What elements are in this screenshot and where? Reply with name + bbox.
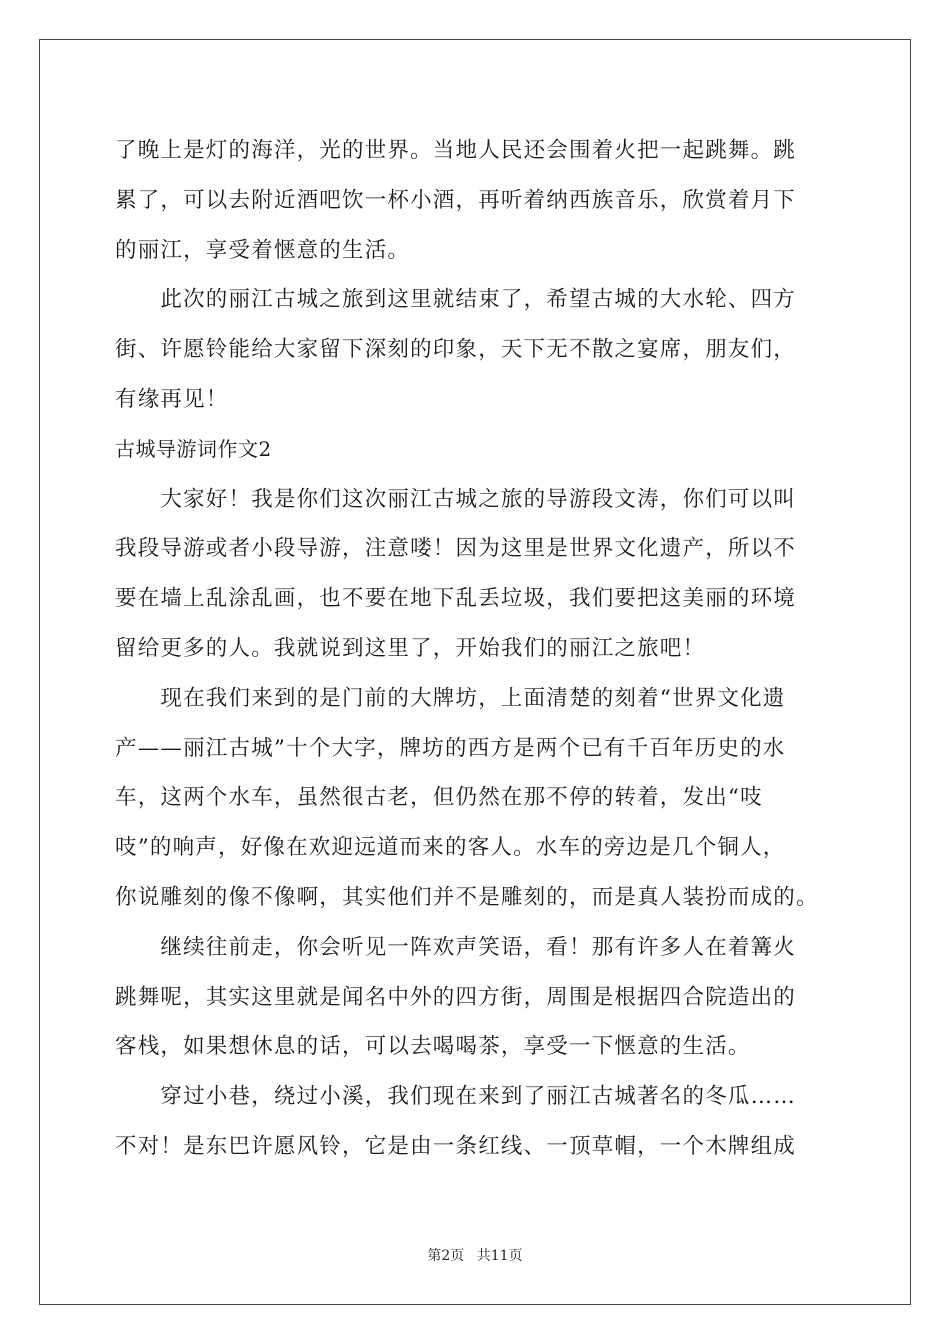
page-total: 共11页: [476, 1248, 523, 1264]
text-line: 此次的丽江古城之旅到这里就结束了，希望古城的大水轮、四方: [115, 287, 797, 313]
text-line: 不对！是东巴许愿风铃，它是由一条红线、一顶草帽，一个木牌组成: [115, 1133, 797, 1159]
text-line: 跳舞呢，其实这里就是闻名中外的四方街，周围是根据四合院造出的: [115, 984, 797, 1010]
page-footer: [0, 1245, 950, 1265]
text-line: 车，这两个水车，虽然很古老，但仍然在那不停的转着，发出“吱: [115, 785, 763, 811]
document-body: [115, 126, 855, 1172]
text-line: 留给更多的人。我就说到这里了，开始我们的丽江之旅吧！: [115, 635, 706, 661]
text-line: 客栈，如果想休息的话，可以去喝喝茶，享受一下惬意的生活。: [115, 1034, 751, 1060]
section-title: 古城导游词作文2: [115, 436, 272, 461]
text-line: 现在我们来到的是门前的大牌坊，上面清楚的刻着“世界文化遗: [115, 685, 786, 711]
text-line: 了晚上是灯的海洋，光的世界。当地人民还会围着火把一起跳舞。跳: [115, 138, 797, 163]
text-line: 穿过小巷，绕过小溪，我们现在来到了丽江古城著名的冬瓜……: [115, 1084, 797, 1110]
text-line: 的丽江，享受着惬意的生活。: [115, 237, 411, 263]
text-line: 我段导游或者小段导游，注意喽！因为这里是世界文化遗产，所以不: [115, 536, 797, 562]
text-line: 要在墙上乱涂乱画，也不要在地下乱丢垃圾，我们要把这美丽的环境: [115, 586, 797, 612]
text-line: 累了，可以去附近酒吧饮一杯小酒，再听着纳西族音乐，欣赏着月下: [115, 187, 797, 213]
text-line: 有缘再见！: [115, 386, 229, 412]
page-number: 第2页: [427, 1248, 465, 1264]
text-line: 大家好！我是你们这次丽江古城之旅的导游段文涛，你们可以叫: [115, 486, 797, 512]
text-line: 吱”的响声，好像在欢迎远道而来的客人。水车的旁边是几个铜人，: [115, 835, 786, 861]
text-line: 你说雕刻的像不像啊，其实他们并不是雕刻的，而是真人装扮而成的。: [115, 884, 819, 910]
text-line: 产——丽江古城”十个大字，牌坊的西方是两个已有千百年历史的水: [115, 735, 786, 761]
text-line: 继续往前走，你会听见一阵欢声笑语，看！那有许多人在着篝火: [115, 934, 797, 960]
text-line: 街、许愿铃能给大家留下深刻的印象，天下无不散之宴席，朋友们，: [115, 337, 797, 363]
